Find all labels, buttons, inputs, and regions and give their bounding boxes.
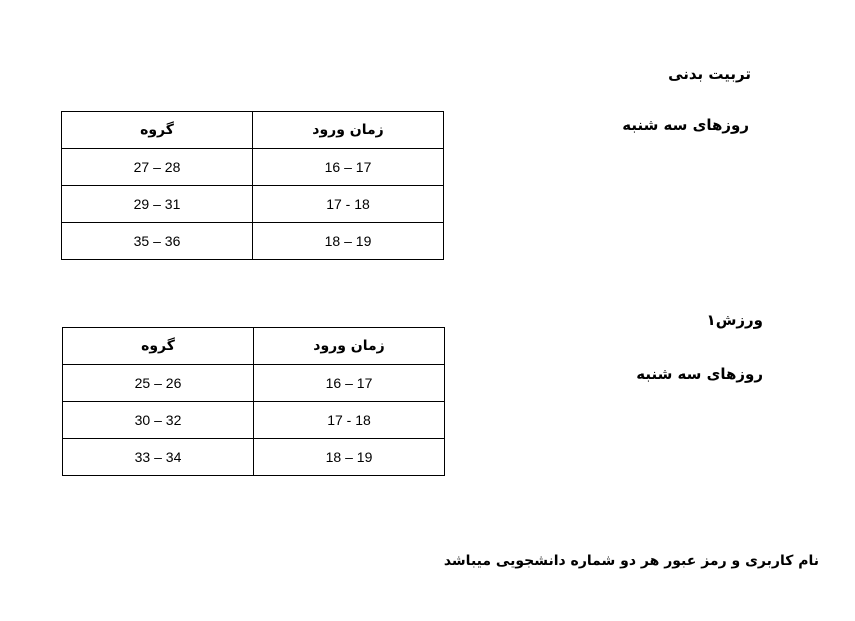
section-2-title: ورزش۱: [706, 311, 763, 329]
cell-entry-time: 16 – 17: [253, 149, 444, 186]
cell-entry-time: 17 - 18: [253, 186, 444, 223]
table-row: [62, 149, 444, 186]
table-header-row: [62, 112, 444, 149]
table-row: [62, 186, 444, 223]
header-entry-time: زمان ورود: [253, 112, 444, 149]
section-2-day: روزهای سه شنبه: [636, 365, 763, 383]
cell-group: 29 – 31: [62, 186, 253, 223]
cell-entry-time: 18 – 19: [253, 223, 444, 260]
section-2-schedule-table: [62, 327, 445, 476]
cell-group: 35 – 36: [62, 223, 253, 260]
table-header-row: [63, 328, 445, 365]
cell-entry-time: 17 - 18: [254, 402, 445, 439]
table-row: [63, 365, 445, 402]
section-1-day: روزهای سه شنبه: [622, 116, 749, 134]
header-entry-time: زمان ورود: [254, 328, 445, 365]
table-row: [62, 223, 444, 260]
header-group: گروه: [63, 328, 254, 365]
table-row: [63, 439, 445, 476]
section-1-schedule-table: [61, 111, 444, 260]
cell-group: 27 – 28: [62, 149, 253, 186]
cell-group: 33 – 34: [63, 439, 254, 476]
cell-group: 30 – 32: [63, 402, 254, 439]
cell-entry-time: 16 – 17: [254, 365, 445, 402]
cell-group: 25 – 26: [63, 365, 254, 402]
credentials-note: نام کاربری و رمز عبور هر دو شماره دانشجویی میباشد: [443, 553, 819, 569]
table-row: [63, 402, 445, 439]
section-1-title: تربیت بدنی: [668, 65, 751, 83]
cell-entry-time: 18 – 19: [254, 439, 445, 476]
header-group: گروه: [62, 112, 253, 149]
